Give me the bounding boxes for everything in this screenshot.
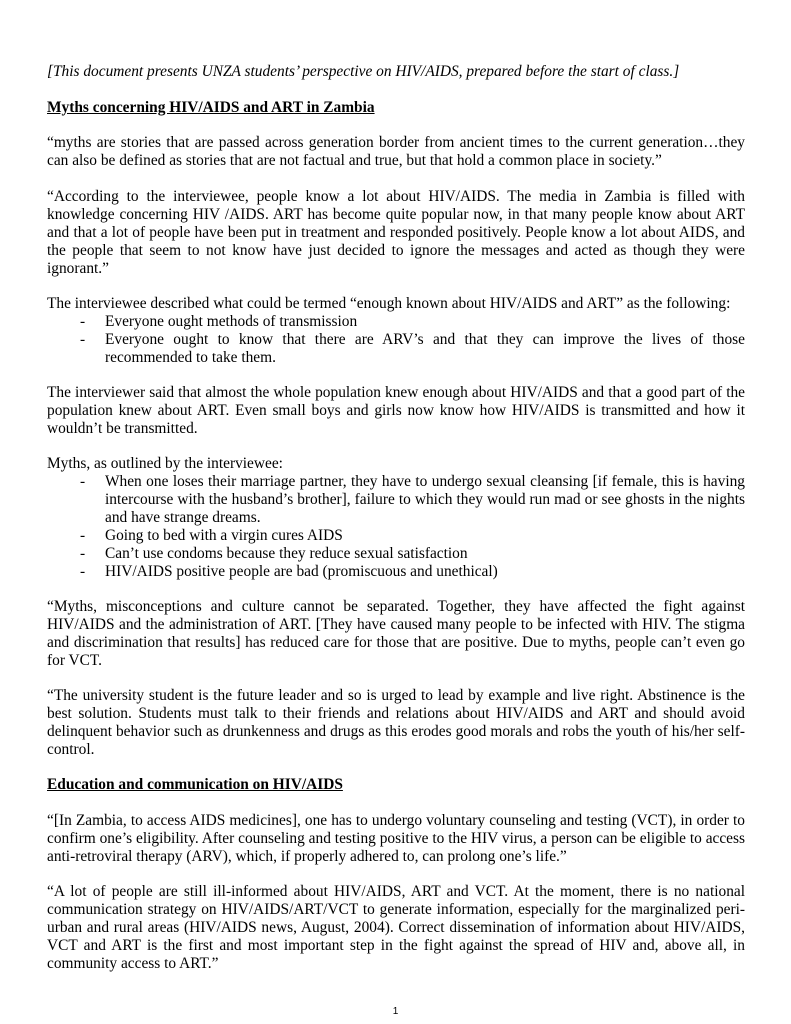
- section-heading-myths: Myths concerning HIV/AIDS and ART in Zambia: [47, 99, 375, 116]
- bullet-dash: -: [80, 527, 86, 544]
- paragraph-university-student: “The university student is the future leader and so is urged to lead by example and live right. Abstinence is the best solution. Students must talk to their friends and relations about HIV/AIDS and ART and should avoid delinquent behavior such as drunkenness and drugs as this erodes good morals and robs the youth of his/her self-control.: [47, 687, 745, 758]
- list-item-text: HIV/AIDS positive people are bad (promiscuous and unethical): [105, 563, 498, 580]
- list-item-text: Everyone ought to know that there are ARV’s and that they can improve the lives of those recommended to take them.: [105, 331, 745, 366]
- list-item-text: When one loses their marriage partner, they have to undergo sexual cleansing [if female, this is having intercourse with the husband’s brother], failure to which they would run mad or see ghosts in the nights and have strange dreams.: [105, 473, 745, 526]
- list-item: [47, 313, 745, 331]
- bullet-dash: -: [80, 563, 86, 580]
- myths-list: [47, 473, 745, 581]
- intro-note: [This document presents UNZA students’ perspective on HIV/AIDS, prepared before the start of class.]: [47, 63, 680, 80]
- paragraph-ill-informed: “A lot of people are still ill-informed about HIV/AIDS, ART and VCT. At the moment, there is no national communication strategy on HIV/AIDS/ART/VCT to generate information, especially for the marginalized peri-urban and rural areas (HIV/AIDS news, August, 2004). Correct dissemination of information about HIV/AIDS, VCT and ART is the first and most important step in the fight against the spread of HIV and, above all, in community access to ART.”: [47, 883, 745, 972]
- document-page: [47, 0, 745, 1024]
- list-item: [47, 527, 745, 545]
- bullet-dash: -: [80, 545, 86, 562]
- bullet-dash: -: [80, 331, 86, 348]
- list-item-text: Going to bed with a virgin cures AIDS: [105, 527, 343, 544]
- paragraph-vct-access: “[In Zambia, to access AIDS medicines], one has to undergo voluntary counseling and testing (VCT), in order to confirm one’s eligibility. After counseling and testing positive to the HIV virus, a person can be eligible to access anti-retroviral therapy (ARV), which, if properly adhered to, can prolong one’s life.”: [47, 812, 745, 865]
- bullet-dash: -: [80, 313, 86, 330]
- paragraph-interviewer-said: The interviewer said that almost the whole population knew enough about HIV/AIDS and that a good part of the population knew about ART. Even small boys and girls now know how HIV/AIDS is transmitted and how it wouldn’t be transmitted.: [47, 384, 745, 437]
- paragraph-myth-definition: “myths are stories that are passed across generation border from ancient times to the current generation…they can also be defined as stories that are not factual and true, but that hold a common place in society.”: [47, 134, 745, 169]
- list-item: [47, 473, 745, 527]
- section-heading-education: Education and communication on HIV/AIDS: [47, 776, 343, 793]
- paragraph-myths-culture: “Myths, misconceptions and culture cannot be separated. Together, they have affected the fight against HIV/AIDS and the administration of ART. [They have caused many people to be infected with HIV. The stigma and discrimination that results] has reduced care for those that are positive. Due to myths, people can’t even go for VCT.: [47, 598, 745, 669]
- paragraph-enough-known: The interviewee described what could be termed “enough known about HIV/AIDS and ART” as the following:: [47, 295, 731, 312]
- list-item: [47, 563, 745, 581]
- list-item-text: Everyone ought methods of transmission: [105, 313, 358, 330]
- page-number: 1: [392, 1006, 399, 1017]
- bullet-dash: -: [80, 473, 86, 490]
- paragraph-interviewee-knowledge: “According to the interviewee, people know a lot about HIV/AIDS. The media in Zambia is filled with knowledge concerning HIV /AIDS. ART has become quite popular now, in that many people know about ART and that a lot of people have been put in treatment and responded positively. People know a lot about AIDS, and the people that seem to not know have just decided to ignore the messages and acted as though they were ignorant.”: [47, 188, 745, 277]
- known-list: [47, 313, 745, 367]
- list-item: [47, 331, 745, 367]
- list-item: [47, 545, 745, 563]
- list-item-text: Can’t use condoms because they reduce sexual satisfaction: [105, 545, 468, 562]
- paragraph-myths-intro: Myths, as outlined by the interviewee:: [47, 455, 283, 472]
